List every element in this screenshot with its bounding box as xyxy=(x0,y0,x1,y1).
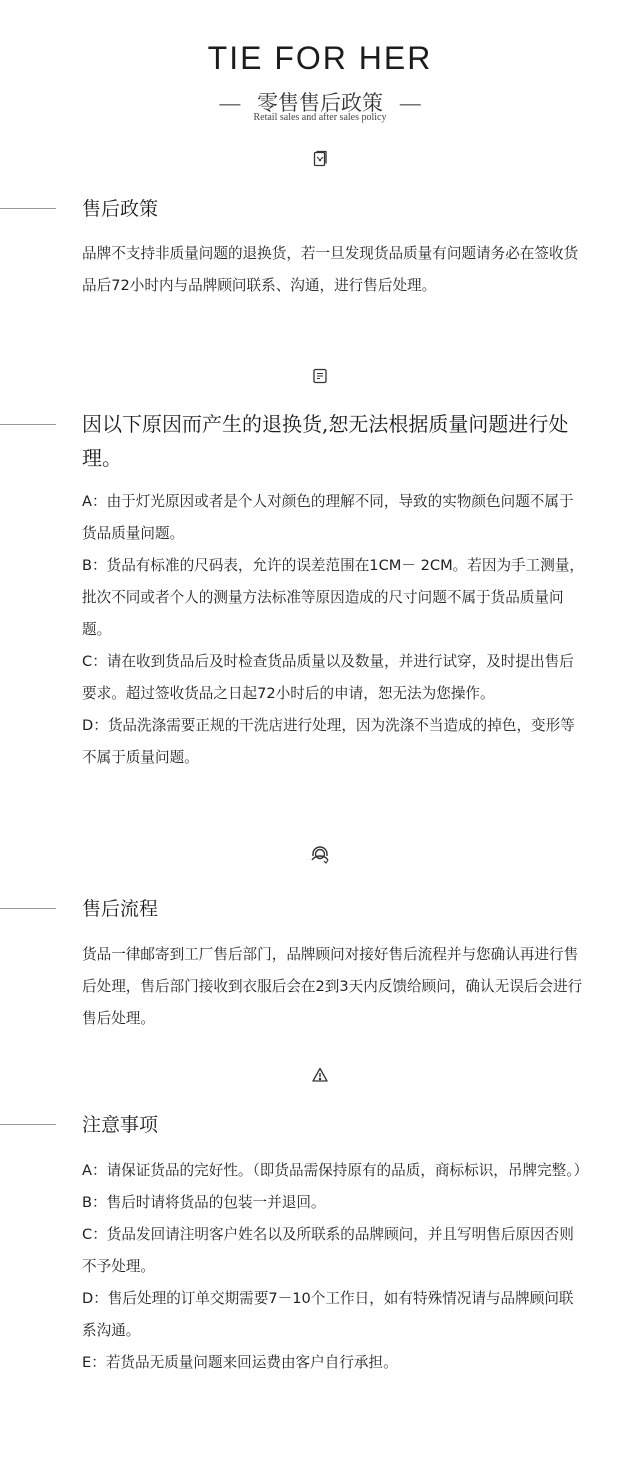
list-item: E：若货品无质量问题来回运费由客户自行承担。 xyxy=(82,1354,398,1371)
section-heading-notes: 注意事项 xyxy=(82,1114,159,1136)
list-item: A：请保证货品的完好性。（即货品需保持原有的品质，商标标识，吊牌完整。） xyxy=(82,1162,589,1179)
section-body-policy xyxy=(82,238,588,302)
note-icon xyxy=(311,367,329,385)
section-body-process xyxy=(82,939,588,1035)
title-dash-right: — xyxy=(399,92,421,115)
warning-icon xyxy=(311,1066,329,1084)
section-heading-policy: 售后政策 xyxy=(82,198,159,220)
section-rule xyxy=(0,424,56,425)
list-item: D：售后处理的订单交期需要7－10个工作日，如有特殊情况请与品牌顾问联系沟通。 xyxy=(82,1290,574,1339)
brand-logo: TIE FOR HER xyxy=(207,40,433,76)
list-item: B：售后时请将货品的包装一并退回。 xyxy=(82,1194,326,1211)
list-item: D：货品洗涤需要正规的干洗店进行处理，因为洗涤不当造成的掉色，变形等不属于质量问题。 xyxy=(82,717,575,766)
section-heading-exclusions: 因以下原因而产生的退换货,恕无法根据质量问题进行处理。 xyxy=(82,412,569,470)
section-rule xyxy=(0,208,56,209)
section-body-notes xyxy=(82,1155,588,1379)
list-item: C：货品发回请注明客户姓名以及所联系的品牌顾问，并且写明售后原因否则不予处理。 xyxy=(82,1226,574,1275)
list-item: C：请在收到货品后及时检查货品质量以及数量，并进行试穿，及时提出售后要求。超过签收货品之日起72小时后的申请，恕无法为您操作。 xyxy=(82,653,574,702)
page-title-text: 零售售后政策 xyxy=(257,91,383,115)
customer-service-icon xyxy=(309,844,331,866)
page-subtitle-en: Retail sales and after sales policy xyxy=(253,112,387,123)
section-rule xyxy=(0,1124,56,1125)
section-body-exclusions xyxy=(82,486,588,774)
paragraph: 货品一律邮寄到工厂售后部门，品牌顾问对接好售后流程并与您确认再进行售后处理，售后部门接收到衣服后会在2到3天内反馈给顾问，确认无误后会进行售后处理。 xyxy=(82,946,583,1027)
list-item: B：货品有标准的尺码表，允许的误差范围在1CM－ 2CM。若因为手工测量，批次不同或者个人的测量方法标准等原因造成的尺寸问题不属于货品质量问题。 xyxy=(82,557,585,638)
document-icon xyxy=(311,150,329,168)
paragraph: 品牌不支持非质量问题的退换货，若一旦发现货品质量有问题请务必在签收货品后72小时内与品牌顾问联系、沟通，进行售后处理。 xyxy=(82,245,579,294)
list-item: A：由于灯光原因或者是个人对颜色的理解不同，导致的实物颜色问题不属于货品质量问题。 xyxy=(82,493,574,542)
title-dash-left: — xyxy=(219,92,241,115)
section-heading-process: 售后流程 xyxy=(82,898,159,920)
section-rule xyxy=(0,908,56,909)
